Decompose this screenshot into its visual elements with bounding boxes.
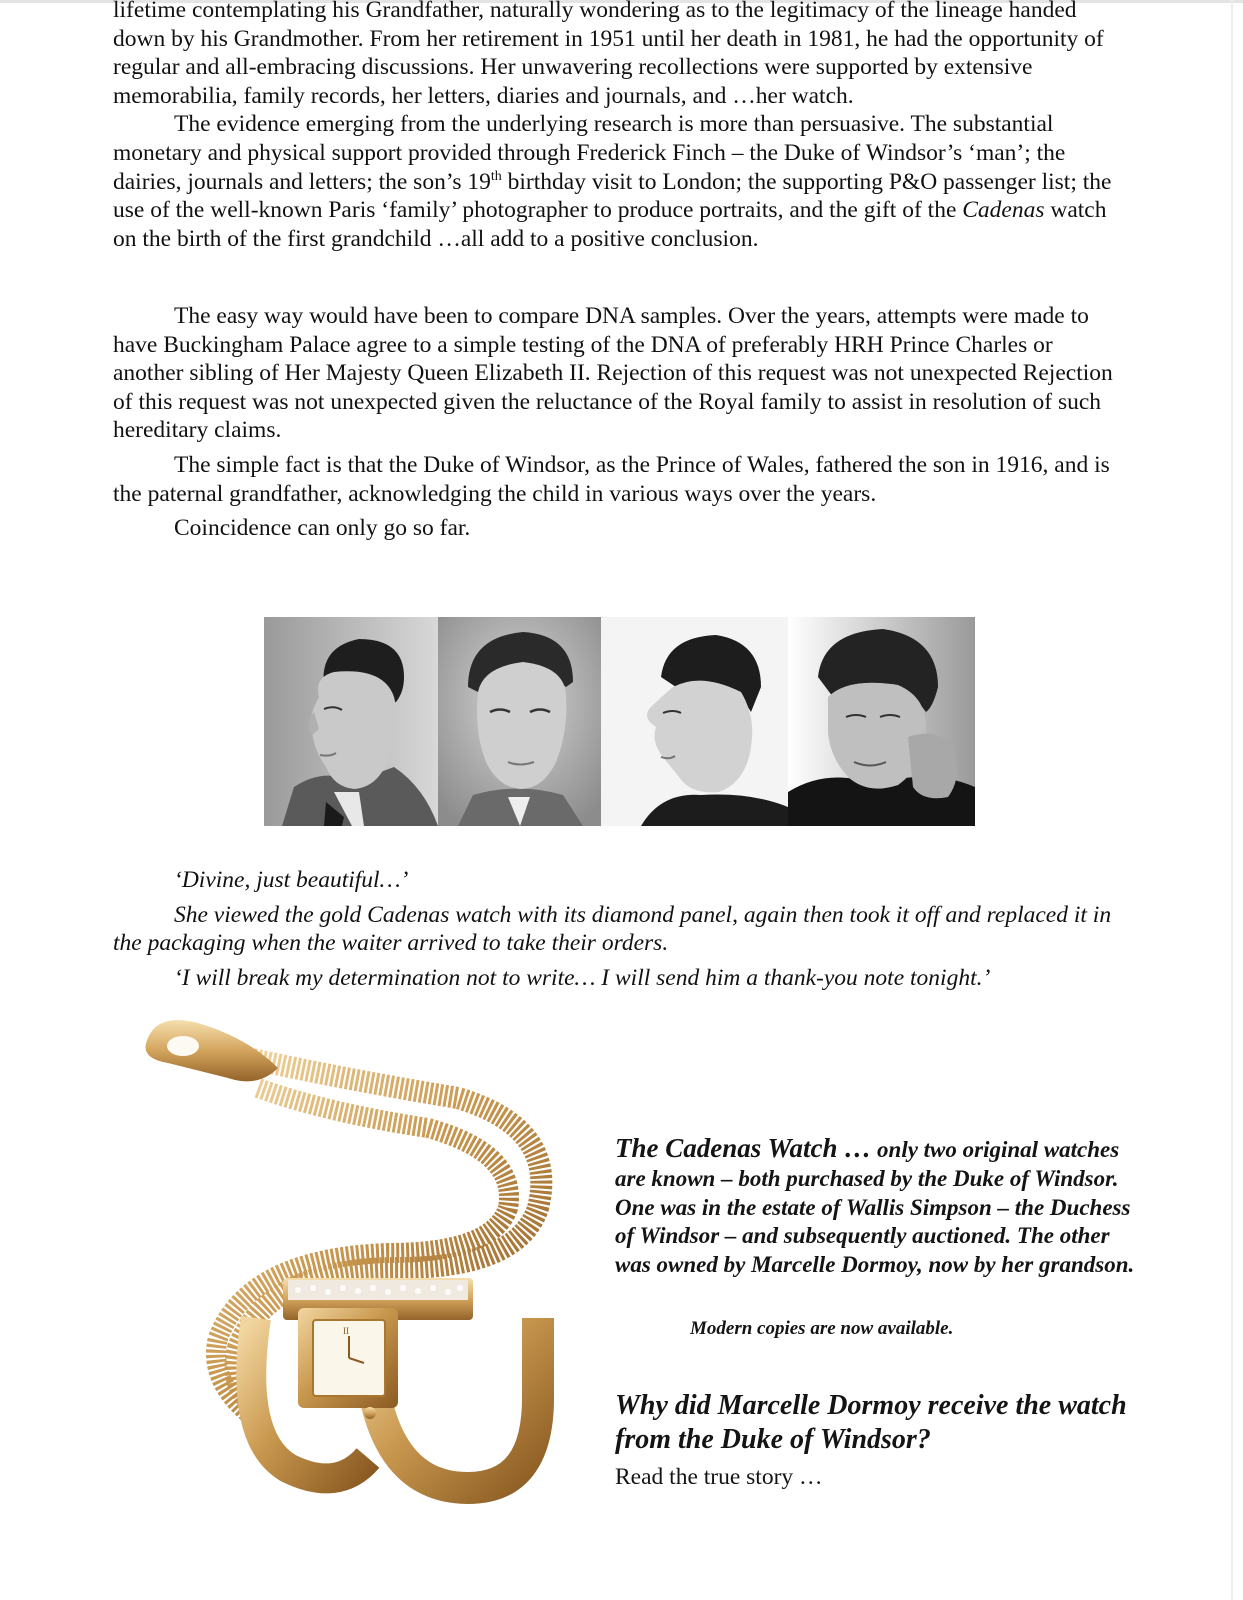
caption-lead: The Cadenas Watch …: [615, 1133, 872, 1163]
paragraph-lineage: lifetime contemplating his Grandfather, naturally wondering as to the legitimacy of the lineage handed down by his Grandmother. From her retirement in 1951 until her death in 1981, he had the opportunity of regular and all-embracing discussions. Her unwavering recollections were supported by extensive memorabilia, family records, her letters, diaries and journals, and …her watch.: [113, 0, 1104, 109]
read-story-teaser: Read the true story …: [615, 1464, 823, 1490]
evidence-text-2: birthday visit to London; the supporting P&O passenger list; the use of the well-known Paris ‘family’ photographer to produce portraits, and the gift of the: [113, 168, 1112, 224]
quote-divine: ‘Divine, just beautiful…’: [174, 867, 409, 893]
text-block-top: [113, 0, 1123, 253]
paragraph-dna: The easy way would have been to compare DNA samples. Over the years, attempts were made to have Buckingham Palace agree to a simple testing of the DNA of preferably HRH Prince Charles or another sibling of Her Majesty Queen Elizabeth II. Rejection of this request was not unexpected Rejection of this request was not unexpected given the reluctance of the Royal family to assist in resolution of such hereditary claims.: [113, 303, 1113, 444]
text-block-middle: [113, 302, 1123, 543]
cadenas-italic: Cadenas: [962, 197, 1045, 224]
watch-caption: [615, 1134, 1135, 1280]
quote-thank-you-note: ‘I will break my determination not to write… I will send him a thank-you note tonight.’: [174, 964, 991, 991]
portrait-left-profile: [264, 617, 438, 826]
caption-body: only two original watches are known – both purchased by the Duke of Windsor. One was in the estate of Wallis Simpson – the Duchess of Windsor – and subsequently auctioned. The other was owned by Marcelle Dormoy, now by her grandson.: [615, 1137, 1135, 1278]
quote-block: [113, 866, 1123, 992]
modern-copies-note: Modern copies are now available.: [690, 1318, 954, 1339]
evidence-text-1: The evidence emerging from the underlying research is more than persuasive. The substantial monetary and physical support provided through Frederick Finch – the Duke of Windsor’s ‘man’; the dairies, journals and letters; the son’s 19: [113, 111, 1066, 195]
portrait-right-profile: [601, 617, 788, 826]
portrait-three-quarter: [438, 617, 601, 826]
svg-text:II: II: [343, 1326, 349, 1336]
question-heading: Why did Marcelle Dormoy receive the watch from the Duke of Windsor?: [615, 1390, 1127, 1455]
gold-cadenas-watch: [138, 1018, 568, 1504]
paragraph-coincidence: Coincidence can only go so far.: [174, 515, 471, 542]
paragraph-evidence: [113, 110, 1123, 253]
paragraph-simple-fact: The simple fact is that the Duke of Windsor, as the Prince of Wales, fathered the son in 1916, and is the paternal grandfather, acknowledging the child in various ways over the years.: [113, 451, 1110, 507]
portrait-modern-man: [788, 617, 975, 826]
evidence-text-3: watch on the birth of the first grandchild …all add to a positive conclusion.: [113, 197, 1107, 252]
portrait-strip: [264, 617, 975, 826]
quote-viewed-watch: She viewed the gold Cadenas watch with its diamond panel, again then took it off and replaced it in the packaging when the waiter arrived to take their orders.: [113, 901, 1112, 957]
superscript-th: th: [490, 168, 502, 184]
page-right-border: [1231, 0, 1233, 1600]
